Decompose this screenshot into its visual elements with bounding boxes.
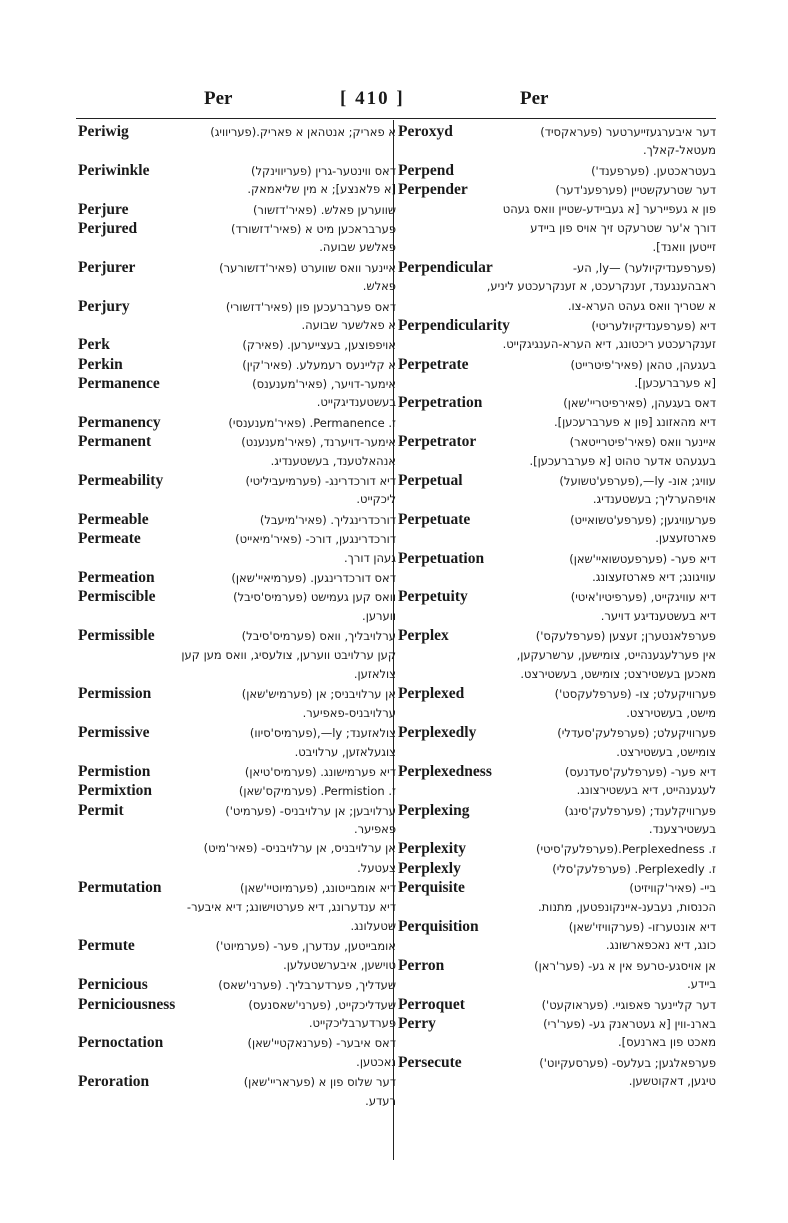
definition-text: ערלויבליך, וואס (פערמיס'סיבל)	[241, 629, 396, 644]
definition-continuation: אנהאלטענד, בעשטענדיג.	[270, 453, 396, 468]
entry-first-line	[78, 781, 396, 800]
definition-text: אן ערלויבניס; אן (פערמיש'שאן)	[241, 687, 396, 702]
entry-first-line	[78, 975, 396, 994]
dictionary-entry	[78, 587, 396, 626]
headword: Permiscible	[78, 588, 156, 606]
dictionary-entry	[78, 200, 396, 219]
definition-continuation: צומישט, בעשטירצט.	[616, 744, 716, 759]
dictionary-entry	[398, 180, 716, 258]
definition-text: בעגעהן, טהאן (פאיר'פיטרייט)	[570, 357, 716, 372]
headword: Perplexedly	[398, 724, 477, 742]
headword: Perron	[398, 956, 445, 974]
definition-text: דיא עוויגקייט, (פערפיטיו'איטי)	[570, 590, 716, 605]
definition-continuation: דיא בעשטענדיגע דויער.	[600, 608, 716, 623]
dictionary-entry	[398, 1014, 716, 1053]
headword: Perjury	[78, 297, 130, 315]
headword: Perquisition	[398, 918, 479, 936]
headword: Peroration	[78, 1073, 150, 1091]
definition-continuation: ערלויבניס-פאפיער.	[302, 705, 396, 720]
headword: Perplexedness	[398, 762, 492, 780]
definition-continuation	[78, 141, 396, 160]
definition-text: דער שטרעקשטיין (פערפענ'דער)	[555, 183, 716, 198]
entry-first-line	[398, 956, 716, 975]
dictionary-entry	[398, 258, 716, 316]
headword: Perplexity	[398, 840, 467, 858]
entry-first-line	[398, 917, 716, 936]
dictionary-entry	[78, 878, 396, 936]
headword: Perroquet	[398, 995, 465, 1013]
definition-text: פערוויקעלט; צו- (פערפלעקסט')	[554, 687, 716, 702]
definition-continuation: טוישען, איבערשטעלען.	[283, 957, 396, 972]
headword: Perpetuity	[398, 588, 468, 606]
definition-text: בעטראכטען. (פערפענד')	[591, 163, 716, 178]
definition-text: דיא (פערפענדיקיולעריטי)	[591, 318, 716, 333]
entry-first-line	[78, 626, 396, 645]
dictionary-entry	[78, 975, 396, 994]
entry-first-line	[78, 374, 396, 393]
definition-text: דאס פערברעכען פון (פאיר'דזשורי)	[225, 299, 396, 314]
definition-text: דיא אונטערזו- (פערקוויזי'שאן)	[568, 920, 716, 935]
definition-text: דיא דורכדרינג- (פערמיעביליטי)	[245, 474, 396, 489]
definition-text: פערפאלגען; בעלעס- (פערסעקיוט')	[539, 1055, 716, 1070]
entry-first-line	[398, 1014, 716, 1033]
dictionary-entry	[78, 432, 396, 471]
entry-first-line	[78, 510, 396, 529]
definition-text: פערוויקעלט; (פערפלעק'סעדלי)	[557, 726, 716, 741]
definition-continuation: מישט, בעשטירצט.	[626, 705, 716, 720]
definition-text: איינער וואס שווערט (פאיר'דזשורער)	[219, 260, 396, 275]
headword: Perk	[78, 336, 110, 354]
entry-first-line	[78, 355, 396, 374]
definition-continuation: א שטריך וואס געהט הערא-צו.	[567, 298, 716, 313]
headword: Perpetrate	[398, 355, 469, 373]
dictionary-entry	[78, 529, 396, 568]
definition-text: ביי- (פאיר'קוויזיט)	[629, 881, 716, 896]
header-rule	[76, 118, 716, 119]
entry-first-line	[398, 161, 716, 180]
headword: Perpetuation	[398, 549, 485, 567]
dictionary-entry	[398, 839, 716, 858]
dictionary-entry	[398, 684, 716, 723]
definition-text: דער איבערגעזייערטער (פעראקסיד)	[540, 125, 716, 139]
definition-text: דיא פער- (פערפעטשואיי'שאן)	[569, 551, 716, 566]
definition-continuation: ראבהענגענד, זענקרעכט, א זענקרעכטע ליניע,	[486, 279, 716, 294]
dictionary-entry	[78, 995, 396, 1034]
dictionary-entry	[398, 723, 716, 762]
definition-continuation: כונג, דיא נאכפארשונג.	[605, 938, 716, 953]
definition-continuation: פאלשע שבועה.	[319, 240, 396, 255]
definition-text: אן אויסגע-טרעפ אין א גע- (פער'ראן)	[534, 958, 716, 973]
entry-first-line	[398, 510, 716, 529]
definition-text: שעדליך, פערדערבליך. (פערני'שאס)	[218, 978, 396, 993]
headword: Permeate	[78, 530, 141, 548]
entry-first-line	[78, 161, 396, 180]
dictionary-entry	[398, 859, 716, 878]
definition-text: (פערפענדיקיולער) —ly, הע-	[572, 260, 716, 275]
headword: Perpetrator	[398, 433, 477, 451]
dictionary-entry	[78, 413, 396, 432]
header-right-guide-word: Per	[520, 88, 549, 109]
headword: Permit	[78, 801, 124, 819]
entry-first-line	[78, 413, 396, 432]
definition-text: ז. Permanence. (פאיר'מענענסי)	[228, 415, 396, 430]
headword: Perplexing	[398, 801, 470, 819]
definition-text: עוויג; אונ- ly—,(פערפע'טשועל)	[559, 474, 716, 489]
definition-continuation: ביידע.	[687, 977, 716, 992]
entry-first-line	[78, 258, 396, 277]
definition-text: פערוויקלענד; (פערפלעק'סינג)	[564, 803, 716, 818]
entry-first-line	[78, 801, 396, 820]
entry-first-line	[78, 568, 396, 587]
definition-text: צולאזענד; ly—,(פערמיס'סיוו)	[249, 726, 396, 741]
definition-text: ז. Perplexedness.(פערפלעק'סיטי)	[536, 842, 716, 857]
dictionary-entry	[78, 723, 396, 762]
headword: Perpendicular	[398, 258, 493, 276]
entry-first-line	[78, 936, 396, 955]
headword: Permeation	[78, 568, 155, 586]
headword: Perpetuate	[398, 510, 471, 528]
entry-first-line	[398, 432, 716, 451]
dictionary-entry	[78, 781, 396, 800]
entry-first-line	[78, 335, 396, 354]
entry-first-line	[78, 122, 396, 141]
entry-first-line	[398, 549, 716, 568]
definition-text: וואס קען געמישט (פערמיס'סיבל)	[233, 590, 396, 605]
headword: Perpend	[398, 161, 454, 179]
definition-text: ז. Perplexedly. (פערפלעק'סלי)	[552, 861, 716, 876]
headword: Peroxyd	[398, 123, 453, 140]
definition-text: ז. Permistion. (פערמיקס'שאן)	[238, 784, 396, 799]
definition-text: דורכדרינגליך. (פאיר'מיעבל)	[259, 512, 396, 527]
entry-first-line	[78, 1033, 396, 1052]
headword: Perjure	[78, 200, 129, 218]
definition-continuation: פון א געפיירער [א געביידע-שטיין וואס געהט	[502, 201, 716, 216]
definition-continuation: פארטזעצען.	[655, 531, 716, 546]
right-column	[398, 122, 716, 1092]
dictionary-entry	[398, 471, 716, 510]
entry-first-line	[78, 587, 396, 606]
definition-continuation: ליכקייט.	[356, 492, 396, 507]
entry-first-line	[398, 762, 716, 781]
headword: Permistion	[78, 762, 151, 780]
dictionary-entry	[78, 161, 396, 200]
definition-text: ערלויבען; אן ערלויבניס- (פערמיט')	[225, 803, 396, 818]
page-header	[0, 88, 788, 116]
definition-text: שעדליכקייט, (פערני'שאסנעס)	[248, 997, 396, 1012]
entry-first-line	[398, 587, 716, 606]
entry-first-line	[398, 258, 716, 277]
entry-first-line	[398, 684, 716, 703]
dictionary-entry	[398, 122, 716, 161]
dictionary-entry	[398, 1053, 716, 1092]
entry-first-line	[398, 471, 716, 490]
headword: Permissible	[78, 627, 155, 645]
entry-first-line	[78, 297, 396, 316]
dictionary-entry	[398, 762, 716, 801]
headword: Perpender	[398, 181, 468, 199]
page-number: [ 410 ]	[340, 88, 405, 109]
definition-continuation: פאפיער.	[354, 822, 396, 837]
definition-continuation: [א פערברעכען].	[634, 376, 716, 391]
definition-continuation: אויפהערליך; בעשטענדיג.	[592, 492, 716, 507]
entry-first-line	[78, 471, 396, 490]
entry-first-line	[398, 1053, 716, 1072]
headword: Perpetration	[398, 394, 483, 412]
headword: Permanency	[78, 413, 161, 431]
definition-continuation: מאכט פון בארנעס].	[617, 1035, 716, 1050]
entry-first-line	[78, 1072, 396, 1091]
definition-continuation: נאכטען.	[356, 1054, 396, 1069]
definition-continuation: פערדערבליכקייט.	[308, 1015, 396, 1030]
definition-text: אימער-דויער, (פאיר'מענענס)	[252, 377, 396, 392]
dictionary-entry	[78, 684, 396, 723]
entry-first-line	[398, 626, 716, 645]
headword: Perjurer	[78, 258, 136, 276]
headword: Permutation	[78, 879, 162, 897]
definition-continuation: רעדע.	[365, 1093, 396, 1108]
headword: Perquisite	[398, 879, 465, 897]
definition-text: פערעוויגען; (פערפע'טשואייט)	[570, 512, 716, 527]
definition-continuation: צולאזען.	[353, 666, 396, 681]
dictionary-entry	[78, 471, 396, 510]
dictionary-entry	[78, 936, 396, 975]
entry-first-line	[398, 995, 716, 1014]
header-left-guide-word: Per	[204, 88, 233, 109]
definition-continuation: עוויגונג; דיא פארטזעצונג.	[592, 569, 716, 584]
entry-first-line	[398, 180, 716, 199]
headword: Permeable	[78, 510, 149, 528]
definition-continuation: שטעלונג.	[350, 919, 396, 934]
entry-first-line	[398, 859, 716, 878]
definition-continuation: דורך א'ער שטרעקט זיך אויס פון ביידע	[530, 220, 716, 235]
left-column	[78, 122, 396, 1111]
definition-text: שווערען פאלש. (פאיר'דזשור)	[252, 202, 396, 217]
definition-text: דיא פערמישונג. (פערמיס'טיאן)	[244, 764, 396, 779]
headword: Periwinkle	[78, 161, 150, 179]
headword: Perplexed	[398, 685, 465, 703]
headword: Permission	[78, 685, 152, 703]
definition-text: דורכדרינגען, דורכ- (פאיר'מיאייט)	[235, 532, 396, 547]
dictionary-entry	[398, 393, 716, 432]
dictionary-entry	[78, 258, 396, 297]
definition-continuation: פאלש.	[362, 279, 396, 294]
definition-text: איינער וואס (פאיר'פיטרייטאר)	[569, 435, 716, 450]
dictionary-entry	[398, 956, 716, 995]
dictionary-entry	[78, 626, 396, 684]
entry-first-line	[398, 723, 716, 742]
definition-text: אויפפוצען, בעצייערען. (פאירק)	[242, 338, 396, 353]
entry-first-line	[78, 762, 396, 781]
dictionary-entry	[78, 1033, 396, 1072]
dictionary-entry	[78, 335, 396, 354]
entry-first-line	[398, 801, 716, 820]
headword: Permissive	[78, 724, 150, 742]
headword: Pernoctation	[78, 1034, 164, 1052]
definition-text: פערבראכען מיט א (פאיר'דזשורד)	[231, 221, 396, 236]
dictionary-entry	[398, 549, 716, 588]
entry-first-line	[78, 219, 396, 238]
entry-first-line	[398, 122, 716, 141]
definition-continuation: [א פלאנצע]; א מין שליאמאק.	[247, 182, 396, 197]
entry-first-line	[398, 355, 716, 374]
entry-first-line	[398, 316, 716, 335]
definition-continuation: מאכען בעשטירצט; צומישט, בעשטירצט.	[520, 666, 716, 681]
definition-text: דאס ווינטער-גרין (פעריווינקל)	[251, 163, 396, 178]
headword: Perplex	[398, 627, 449, 645]
definition-continuation: ווערען.	[362, 608, 396, 623]
definition-continuation: אן ערלויבניס, אן ערלויבניס- (פאיר'מיט)	[203, 841, 396, 856]
definition-continuation: צוגעלאזען, ערלויבט.	[294, 744, 396, 759]
entry-first-line	[398, 393, 716, 412]
dictionary-entry	[78, 510, 396, 529]
headword: Persecute	[398, 1053, 462, 1071]
definition-continuation: דיא ענדערונג, דיא פערטוישונג; דיא איבער-	[186, 899, 396, 914]
definition-text: דאס בעגעהן, (פאירפיטריי'שאן)	[563, 396, 716, 411]
dictionary-entry	[78, 801, 396, 879]
definition-continuation: הכנסות, נעבענ-איינקונפטען, מתנות.	[537, 899, 716, 914]
definition-text: דאס דורכדרינגען. (פערמיאיי'שאן)	[231, 570, 396, 585]
dictionary-entry	[398, 626, 716, 684]
headword: Perjured	[78, 219, 138, 237]
dictionary-entry	[78, 219, 396, 258]
dictionary-entry	[398, 161, 716, 180]
headword: Perry	[398, 1014, 436, 1032]
headword: Perpendicularity	[398, 316, 510, 334]
definition-continuation: אין פערלעגענהייט, צומישען, ערשרעקען,	[516, 647, 716, 662]
definition-text: א פאריק; אנטהאן א פאריק.(פעריוויג)	[210, 125, 396, 139]
definition-continuation: דיא מהאזונג [פון א פערברעכען].	[553, 414, 716, 429]
definition-text: אומבייטען, ענדערן, פער- (פערמיוט')	[215, 939, 396, 954]
dictionary-entry	[78, 122, 396, 161]
headword: Perniciousness	[78, 995, 176, 1013]
definition-continuation: בעגעהט אדער טהוט [א פערברעכען].	[529, 453, 716, 468]
definition-continuation: געהן דורך.	[344, 550, 396, 565]
dictionary-entry	[398, 432, 716, 471]
dictionary-entry	[398, 995, 716, 1014]
definition-text: דער שלוס פון א (פעראריי'שאן)	[243, 1075, 396, 1090]
headword: Permanent	[78, 433, 152, 451]
dictionary-entry	[78, 762, 396, 781]
definition-text: אימער-דויערנד, (פאיר'מענענט)	[241, 435, 396, 450]
definition-continuation: בעשטענדיגקייט.	[316, 395, 396, 410]
headword: Perpetual	[398, 472, 463, 490]
headword: Perkin	[78, 355, 123, 373]
headword: Permute	[78, 937, 135, 955]
definition-text: דיא אומבייטונג, (פערמיוטיי'שאן)	[240, 881, 396, 896]
definition-continuation: טיגען, דאקוטשען.	[628, 1074, 716, 1089]
dictionary-entry	[398, 355, 716, 394]
dictionary-entry	[398, 801, 716, 840]
definition-text: פערפלאנטערן; זעצען (פערפלעקס')	[535, 629, 716, 644]
dictionary-entry	[78, 568, 396, 587]
dictionary-entry	[398, 316, 716, 355]
definition-continuation: לעגענהייט, דיא בעשטירצונג.	[576, 783, 716, 798]
entry-first-line	[398, 878, 716, 897]
definition-continuation: קען ערלויבט ווערען, צולעסיג, וואס מען קען	[181, 647, 396, 662]
definition-continuation: זייטען וואנד].	[652, 240, 716, 255]
entry-first-line	[78, 529, 396, 548]
headword: Permeability	[78, 472, 164, 490]
definition-text: דער קליינער פאפוגיי. (פעראוקעט')	[541, 997, 716, 1012]
entry-first-line	[398, 839, 716, 858]
dictionary-entry	[398, 587, 716, 626]
headword: Pernicious	[78, 976, 148, 994]
definition-text: דיא פער- (פערפלעק'סעדנעס)	[564, 764, 716, 779]
dictionary-entry	[78, 374, 396, 413]
entry-first-line	[78, 432, 396, 451]
headword: Periwig	[78, 123, 129, 140]
definition-continuation: זענקרעכטע ריכטונג, דיא הערא-הענגיגקייט.	[502, 337, 716, 352]
entry-first-line	[78, 995, 396, 1014]
definition-text: בארנ-ווין [א געטראנק גע- (פער'רי)	[543, 1016, 716, 1031]
definition-continuation: מעטאל-קאלך.	[642, 143, 716, 158]
entry-first-line	[78, 878, 396, 897]
headword: Perplexly	[398, 859, 461, 877]
dictionary-entry	[78, 297, 396, 336]
definition-continuation: א פאלשער שבועה.	[301, 317, 396, 332]
dictionary-entry	[78, 1072, 396, 1111]
headword: Permanence	[78, 375, 160, 393]
definition-continuation: בעשטירצענד.	[648, 822, 716, 837]
entry-first-line	[78, 684, 396, 703]
entry-first-line	[78, 200, 396, 219]
dictionary-entry	[78, 355, 396, 374]
definition-text: דאס איבער- (פערנאקטיי'שאן)	[247, 1036, 396, 1051]
headword: Permixtion	[78, 782, 153, 800]
definition-continuation: צעטעל.	[357, 860, 396, 875]
dictionary-entry	[398, 510, 716, 549]
definition-text: א קליינעס רעמעלע. (פאיר'קין)	[242, 357, 396, 372]
dictionary-entry	[398, 917, 716, 956]
entry-first-line	[78, 723, 396, 742]
dictionary-entry	[398, 878, 716, 917]
